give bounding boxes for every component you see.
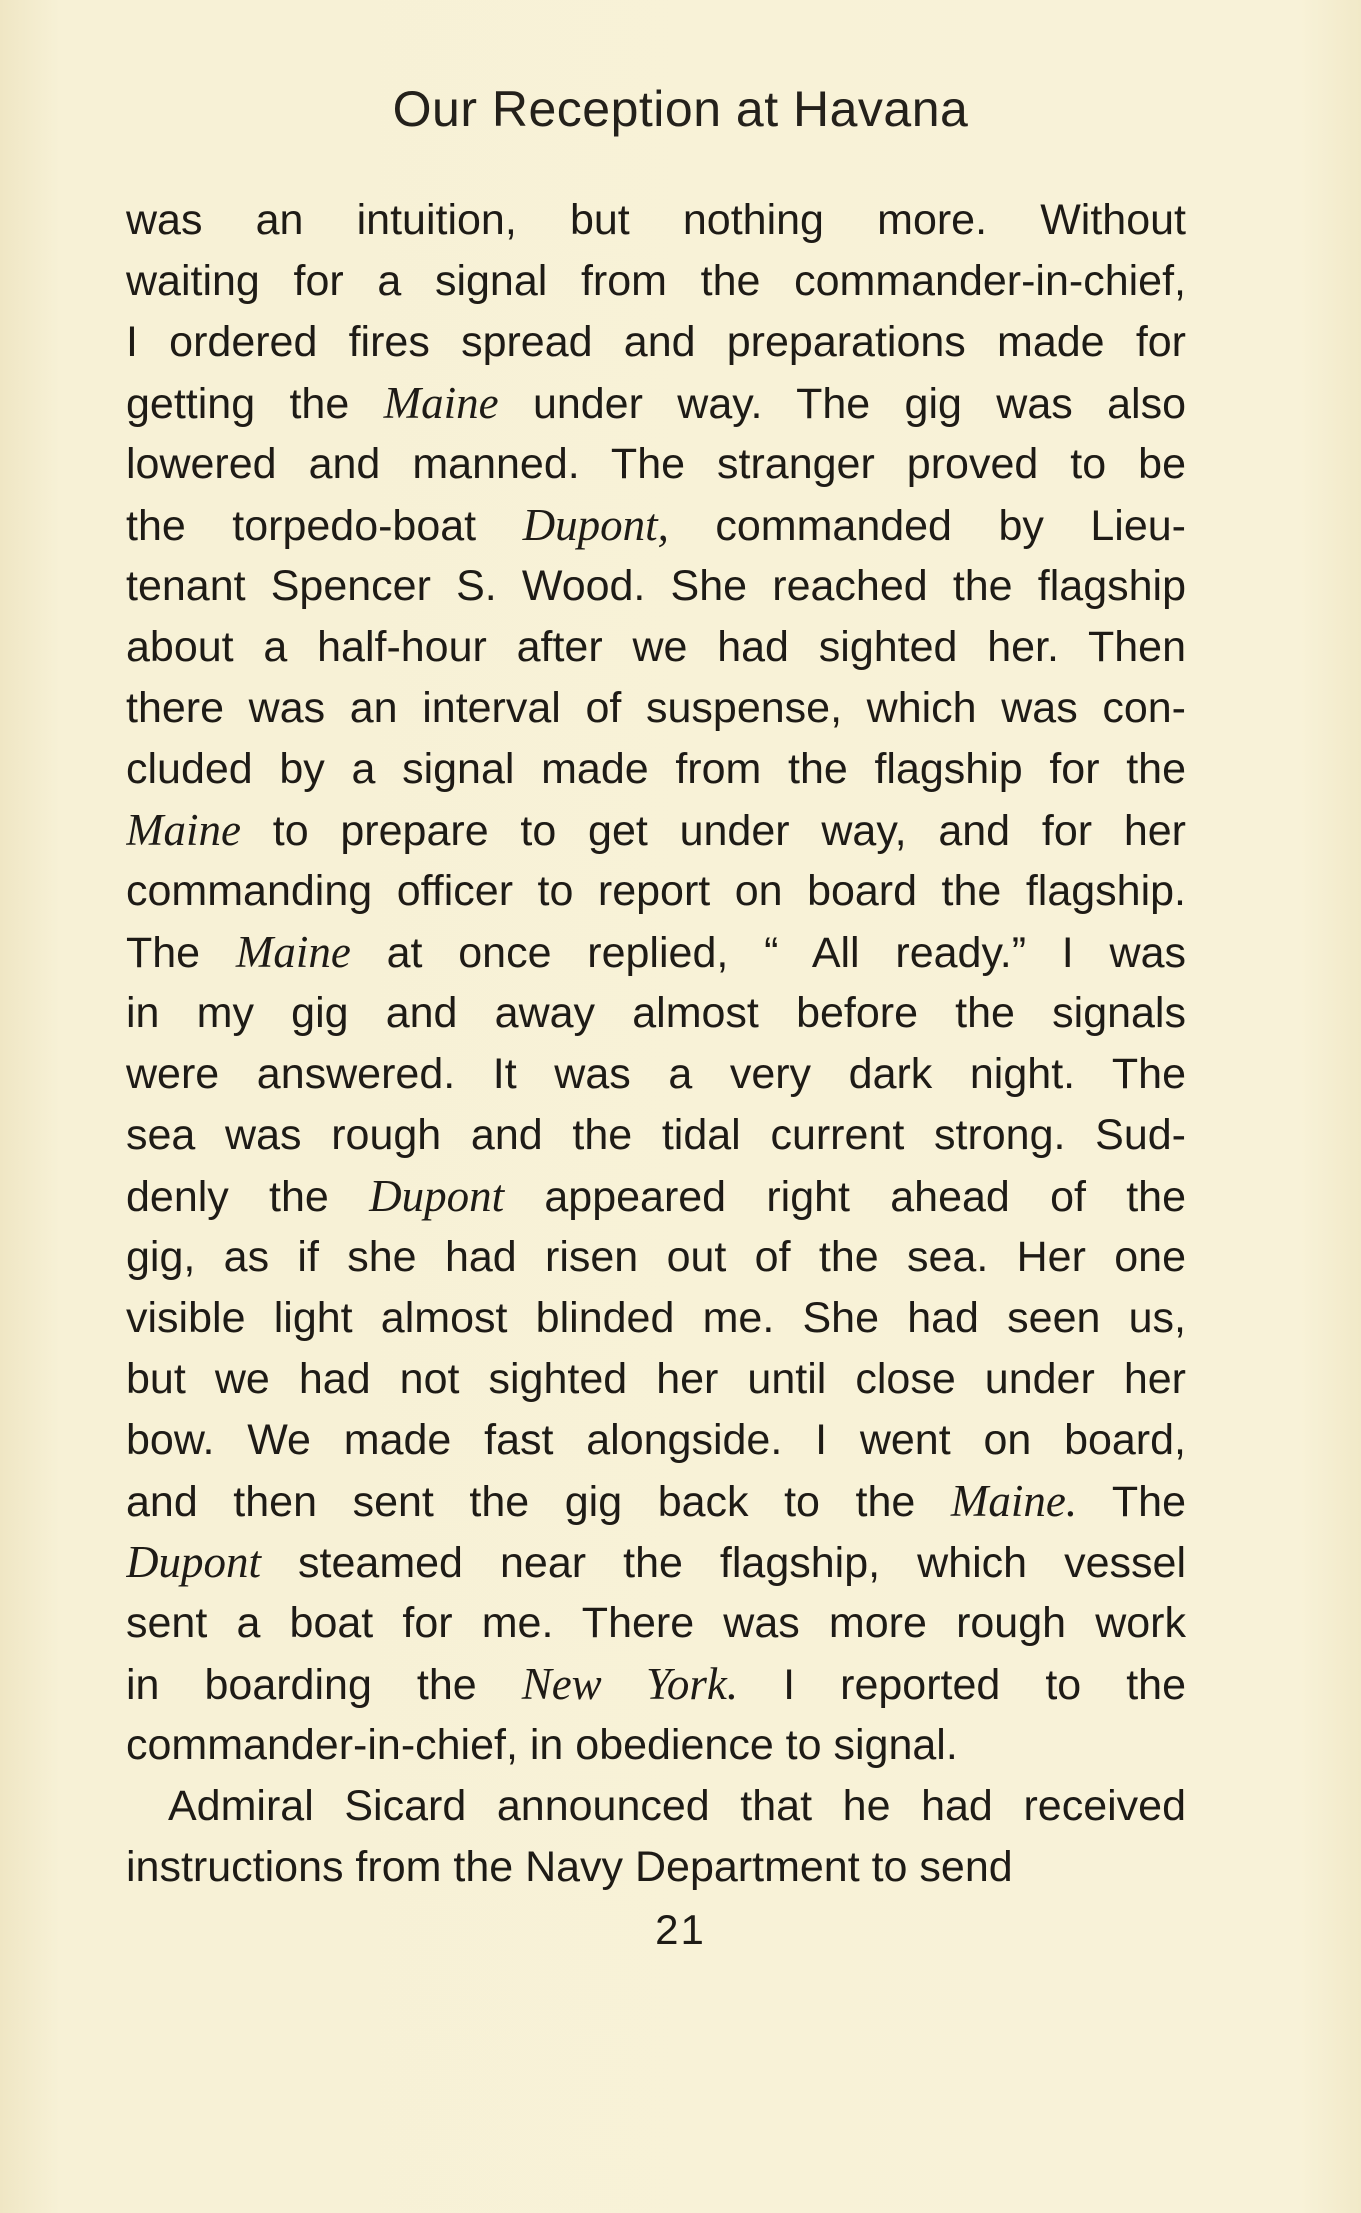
text-run: commanded by Lieu- — [668, 502, 1186, 550]
body-text — [126, 190, 1186, 1898]
text-line — [126, 251, 1186, 312]
text-run: and then sent the gig back to the — [126, 1478, 951, 1526]
italic-ship-name: Maine. — [950, 1476, 1078, 1526]
text-run: tenant Spencer S. Wood. She reached the flagship — [126, 562, 1186, 610]
text-line — [126, 1593, 1186, 1654]
text-run: lowered and manned. The stranger proved to be — [126, 440, 1186, 488]
text-run: cluded by a signal made from the flagship for the — [126, 745, 1186, 793]
text-line — [126, 861, 1186, 922]
text-run: in my gig and away almost before the signals — [126, 989, 1186, 1037]
text-line — [126, 800, 1186, 861]
italic-ship-name: Maine — [126, 805, 241, 855]
text-run: steamed near the flagship, which vessel — [261, 1539, 1186, 1587]
text-run: denly the — [126, 1173, 370, 1221]
text-line — [126, 1837, 1186, 1898]
text-run: commander-in-chief, in obedience to signal. — [126, 1721, 958, 1769]
text-run: the torpedo-boat — [126, 502, 523, 550]
text-run: under way. The gig was also — [498, 380, 1186, 428]
text-run: waiting for a signal from the commander-in-chief, — [126, 257, 1186, 305]
text-run: gig, as if she had risen out of the sea. Her one — [126, 1233, 1186, 1281]
text-line — [126, 1105, 1186, 1166]
text-line — [126, 1227, 1186, 1288]
text-run: instructions from the Navy Department to send — [126, 1843, 1013, 1891]
text-run: sent a boat for me. There was more rough work — [126, 1599, 1186, 1647]
italic-ship-name: Maine — [235, 927, 351, 977]
text-line — [126, 434, 1186, 495]
text-line — [126, 1471, 1186, 1532]
text-line — [126, 556, 1186, 617]
page-number: 21 — [655, 1906, 706, 1953]
text-line — [126, 1288, 1186, 1349]
italic-ship-name: Dupont — [369, 1171, 505, 1221]
text-line — [126, 373, 1186, 434]
text-run: The — [126, 929, 236, 977]
text-line — [126, 1166, 1186, 1227]
text-run: commanding officer to report on board the flagship. — [126, 867, 1186, 915]
text-line — [126, 1715, 1186, 1776]
text-line — [126, 617, 1186, 678]
text-run: sea was rough and the tidal current strong. Sud- — [126, 1111, 1186, 1159]
text-line — [126, 190, 1186, 251]
text-line — [126, 922, 1186, 983]
text-run: Admiral Sicard announced that he had received — [168, 1782, 1186, 1830]
text-line — [126, 1044, 1186, 1105]
text-line — [126, 739, 1186, 800]
italic-ship-name: Maine — [383, 378, 499, 428]
text-run: but we had not sighted her until close under her — [126, 1355, 1186, 1403]
text-run: I ordered fires spread and preparations made for — [126, 318, 1186, 366]
text-run: in boarding the — [126, 1661, 522, 1709]
text-run: at once replied, “ All ready.” I was — [350, 929, 1186, 977]
italic-ship-name: Dupont — [126, 1537, 261, 1587]
italic-ship-name: New York. — [521, 1659, 739, 1709]
text-run: to prepare to get under way, and for her — [240, 807, 1186, 855]
text-line — [126, 1654, 1186, 1715]
text-line — [126, 312, 1186, 373]
text-run: about a half-hour after we had sighted her. Then — [126, 623, 1186, 671]
text-line — [126, 1349, 1186, 1410]
text-line — [126, 495, 1186, 556]
text-run: were answered. It was a very dark night. The — [126, 1050, 1186, 1098]
text-run: visible light almost blinded me. She had seen us, — [126, 1294, 1186, 1342]
text-run: getting the — [126, 380, 384, 428]
text-line — [126, 1776, 1186, 1837]
text-run: I reported to the — [738, 1661, 1186, 1709]
text-line — [126, 1410, 1186, 1471]
text-line — [126, 678, 1186, 739]
text-run: was an intuition, but nothing more. Without — [126, 196, 1186, 244]
running-head: Our Reception at Havana — [392, 81, 969, 137]
text-run: bow. We made fast alongside. I went on board, — [126, 1416, 1186, 1464]
text-run: there was an interval of suspense, which was con- — [126, 684, 1186, 732]
italic-ship-name: Dupont, — [522, 500, 669, 550]
text-run: appeared right ahead of the — [504, 1173, 1186, 1221]
text-line — [126, 983, 1186, 1044]
text-line — [126, 1532, 1186, 1593]
text-run: The — [1077, 1478, 1186, 1526]
